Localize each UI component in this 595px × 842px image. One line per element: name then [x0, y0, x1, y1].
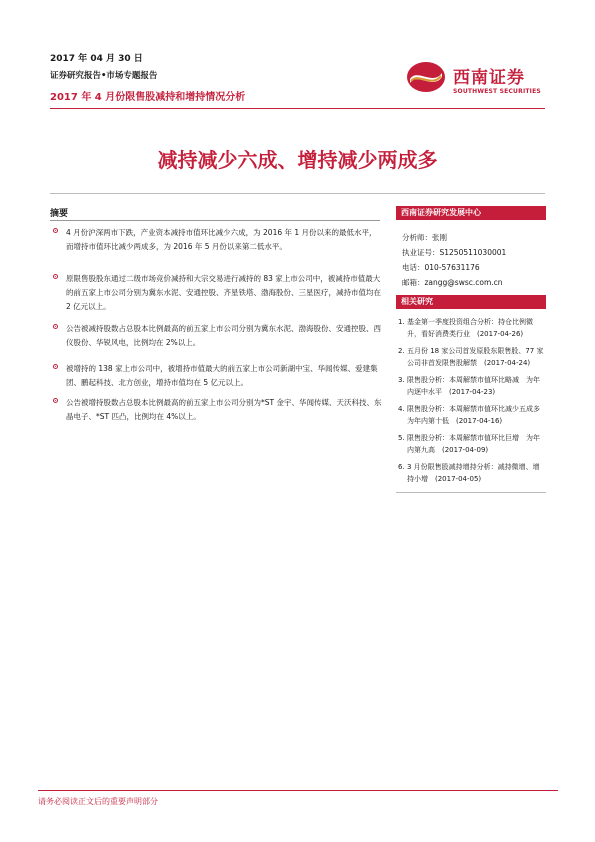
related-research-item[interactable]	[398, 317, 546, 340]
abstract-bullet-text: 公告被减持股数占总股本比例最高的前五家上市公司分别为冀东水泥、渤海股份、安通控股、西仪股份、华锐风电，比例均在 2%以上。	[66, 324, 381, 347]
report-subtitle: 2017 年 4 月份限售股减持和增持情况分析	[50, 92, 246, 103]
related-research-item[interactable]	[398, 462, 546, 485]
abstract-bullet	[50, 362, 382, 390]
abstract-bullet-text: 公告被增持股数占总股本比例最高的前五家上市公司分别为*ST 金宇、华闻传媒、天沃科技、东晶电子、*ST 匹凸，比例均在 4%以上。	[66, 398, 382, 421]
item-number: 4.	[398, 405, 405, 413]
item-text: 基金第一季度投资组合分析：持仓比例微升，看好消费类行业 (2017-04-26)	[407, 318, 533, 338]
related-research-item[interactable]	[398, 404, 546, 427]
abstract-bullet-text: 4 月份沪深两市下跌，产业资本减持市值环比减少六成，为 2016 年 1 月份以来的最低水平，而增持市值环比减少两成多，为 2016 年 5 月份以来第二低水平。	[66, 228, 377, 251]
title-divider	[50, 193, 545, 194]
item-text: 限售股分析：本周解禁市值环比巨增 为年内第九高 (2017-04-09)	[407, 434, 540, 454]
related-research-item[interactable]	[398, 375, 546, 398]
item-text: 3 月份限售股减持增持分析：减持微增、增持小增 (2017-04-05)	[407, 463, 540, 483]
bullet-circle-icon	[53, 228, 58, 233]
abstract-bullet	[50, 396, 382, 424]
footer-divider	[38, 790, 558, 791]
sidebar-divider	[396, 492, 546, 493]
item-text: 五月份 18 家公司首发原股东限售股、77 家公司非首发限售股解禁 (2017-04-24)	[407, 347, 544, 367]
abstract-bullet	[50, 322, 382, 350]
abstract-bullet-text: 被增持的 138 家上市公司中，被增持市值最大的前五家上市公司新湖中宝、华闻传媒、爱建集团、鹏起科技、北方创业，增持市值均在 5 亿元以上。	[66, 364, 378, 387]
item-text: 限售股分析：本周解禁市值环比略减 为年内逐中水平 (2017-04-23)	[407, 376, 540, 396]
phone-number: 电话：010-57631176	[402, 263, 480, 272]
research-center-box	[396, 206, 546, 290]
abstract-bullet	[50, 226, 382, 254]
bullet-circle-icon	[53, 398, 58, 403]
item-text: 限售股分析：本周解禁市值环比减少五成多 为年内第十低 (2017-04-16)	[407, 405, 547, 425]
report-date: 2017 年 04 月 30 日	[50, 54, 143, 64]
company-logo	[405, 52, 555, 102]
item-number: 2.	[398, 347, 405, 355]
abstract-divider	[50, 220, 380, 221]
bullet-circle-icon	[53, 324, 58, 329]
related-research-box	[396, 295, 546, 491]
item-number: 6.	[398, 463, 405, 471]
related-research-item[interactable]	[398, 433, 546, 456]
analyst-name: 分析师：张刚	[402, 233, 447, 242]
logo-mark-icon	[405, 60, 447, 94]
item-number: 1.	[398, 318, 405, 326]
bullet-circle-icon	[53, 274, 58, 279]
header-divider	[50, 108, 545, 109]
logo-name-cn: 西南证券	[453, 68, 525, 88]
item-number: 3.	[398, 376, 405, 384]
license-number: 执业证号：S1250511030001	[402, 248, 507, 257]
report-type: 证券研究报告•市场专题报告	[50, 71, 158, 81]
related-research-heading: 相关研究	[396, 295, 546, 309]
abstract-bullet-text: 原限售股股东通过二级市场竞价减持和大宗交易进行减持的 83 家上市公司中，被减持市值最大的前五家上市公司分别为冀东水泥、安通控股、齐星铁塔、渤海股份、三星医疗，减持市值均在 2 亿元以上。	[66, 274, 381, 311]
research-center-heading: 西南证券研究发展中心	[396, 206, 546, 220]
abstract-heading: 摘要	[50, 209, 69, 219]
footer-disclaimer: 请务必阅读正文后的重要声明部分	[38, 797, 158, 806]
page-title: 减持减少六成、增持减少两成多	[157, 148, 438, 172]
bullet-circle-icon	[53, 364, 58, 369]
abstract-bullet	[50, 272, 382, 314]
logo-name-en: SOUTHWEST SECURITIES	[453, 88, 541, 95]
email-address[interactable]: 邮箱：zangg@swsc.com.cn	[402, 278, 503, 287]
item-number: 5.	[398, 434, 405, 442]
related-research-item[interactable]	[398, 346, 546, 369]
